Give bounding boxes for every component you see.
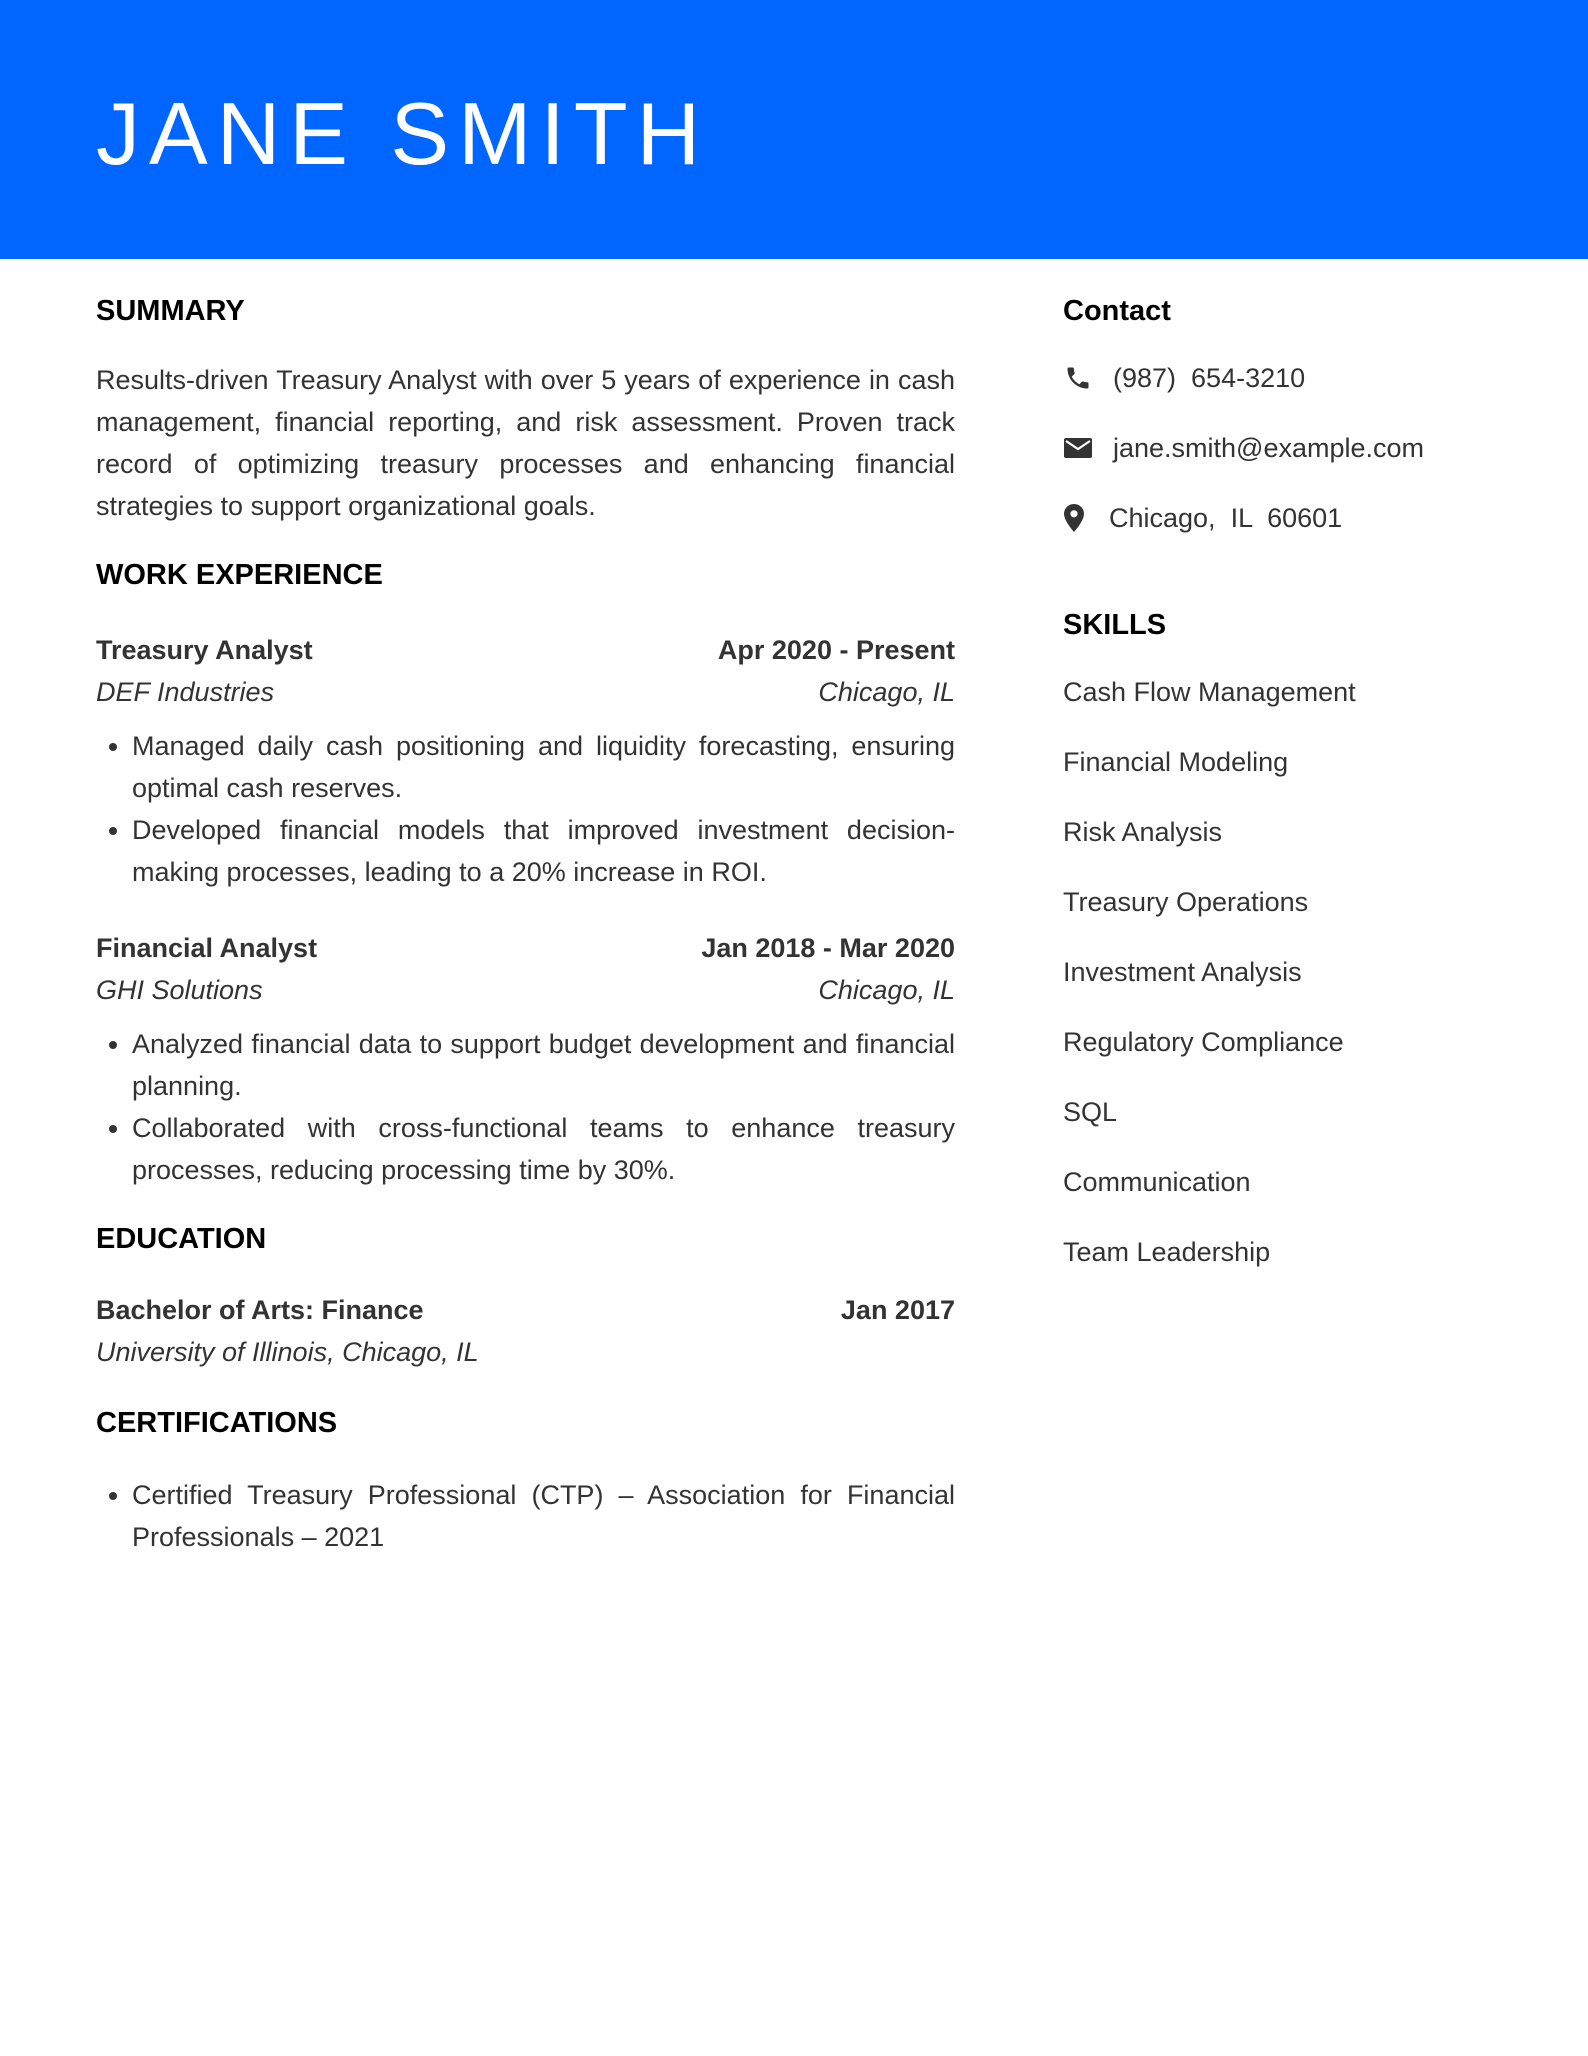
skill-item: Treasury Operations [1063, 887, 1309, 917]
email-address: jane.smith@example.com [1113, 433, 1425, 463]
skill-item: Communication [1063, 1167, 1251, 1197]
job-dates: Apr 2020 - Present [717, 635, 955, 665]
job-bullets [96, 725, 955, 893]
job-bullet: • Managed daily cash positioning and liquidity forecasting, ensuring optimal cash reserves. [132, 725, 955, 809]
job-bullet: • Collaborated with cross-functional teams to enhance treasury processes, reducing processing time by 30%. [132, 1107, 955, 1191]
education-entry [96, 1289, 955, 1373]
school: University of Illinois, Chicago, IL [96, 1337, 479, 1367]
job-dates: Jan 2018 - Mar 2020 [701, 933, 955, 963]
summary-text: Results-driven Treasury Analyst with over 5 years of experience in cash management, financial reporting, and risk assessment. Proven track record of optimizing treasury processes and enhancing financial strategies to support organizational goals. [96, 365, 955, 521]
job-location: Chicago, IL [818, 677, 955, 707]
degree: Bachelor of Arts: Finance [96, 1295, 424, 1325]
certifications-heading: CERTIFICATIONS [96, 1407, 338, 1439]
certification-item: • Certified Treasury Professional (CTP) – Association for Financial Professionals – 2021 [132, 1474, 955, 1558]
skills-section [1063, 607, 1523, 1273]
job-title: Financial Analyst [96, 933, 318, 963]
job-entry [96, 629, 955, 893]
map-pin-icon [1063, 503, 1085, 533]
work-experience-section [96, 557, 955, 1191]
summary-section [96, 293, 955, 527]
location-text: Chicago, IL 60601 [1109, 503, 1343, 533]
job-bullet: • Developed financial models that improved investment decision-making processes, leading to a 20% increase in ROI. [132, 809, 955, 893]
skill-item: Financial Modeling [1063, 747, 1289, 777]
contact-email [1063, 427, 1523, 469]
sidebar-column [1063, 293, 1523, 1301]
skills-list [1063, 671, 1523, 1273]
job-bullet: • Analyzed financial data to support budget development and financial planning. [132, 1023, 955, 1107]
skills-heading: SKILLS [1063, 609, 1167, 641]
contact-section [1063, 293, 1523, 539]
job-bullets [96, 1023, 955, 1191]
phone-icon [1063, 363, 1093, 393]
certifications-list [96, 1474, 955, 1558]
envelope-icon [1063, 433, 1093, 463]
skill-item: Team Leadership [1063, 1237, 1271, 1267]
certifications-section [96, 1405, 955, 1558]
graduation-date: Jan 2017 [840, 1295, 955, 1325]
contact-location [1063, 497, 1523, 539]
job-company: GHI Solutions [96, 975, 263, 1005]
education-heading: EDUCATION [96, 1223, 267, 1255]
education-section [96, 1221, 955, 1373]
contact-phone [1063, 357, 1523, 399]
job-company: DEF Industries [96, 677, 275, 707]
summary-heading: SUMMARY [96, 295, 245, 327]
contact-heading: Contact [1063, 295, 1171, 327]
phone-number: (987) 654-3210 [1113, 363, 1306, 393]
header-banner [0, 0, 1588, 259]
skill-item: Cash Flow Management [1063, 677, 1356, 707]
main-column [96, 293, 955, 1558]
job-location: Chicago, IL [818, 975, 955, 1005]
skill-item: Investment Analysis [1063, 957, 1302, 987]
job-title: Treasury Analyst [96, 635, 313, 665]
job-entry [96, 927, 955, 1191]
candidate-name: JANE SMITH [96, 84, 710, 183]
skill-item: Risk Analysis [1063, 817, 1223, 847]
work-experience-heading: WORK EXPERIENCE [96, 559, 383, 591]
skill-item: SQL [1063, 1097, 1118, 1127]
skill-item: Regulatory Compliance [1063, 1027, 1344, 1057]
